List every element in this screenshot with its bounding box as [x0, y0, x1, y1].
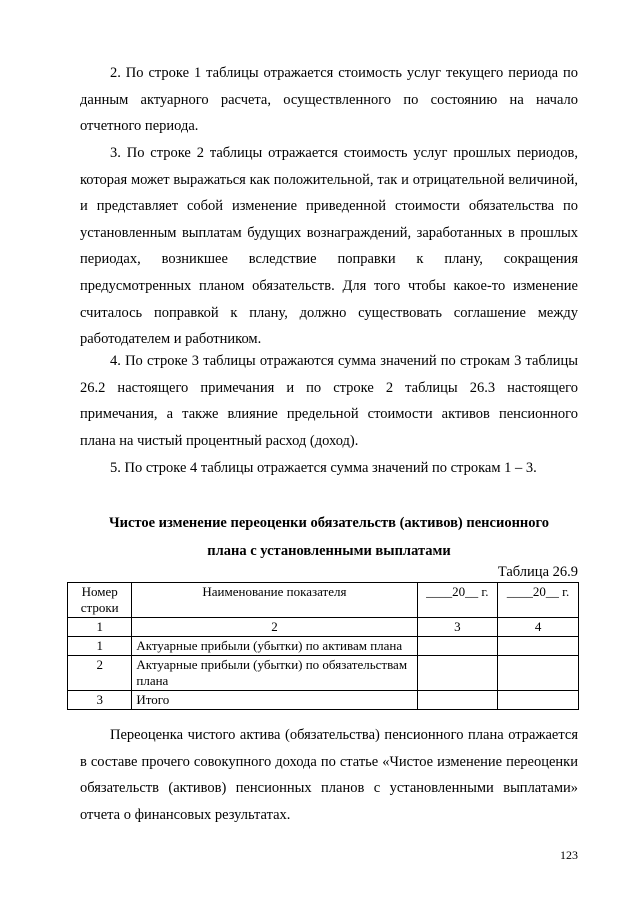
- table-header-row: [68, 583, 579, 618]
- column-number: 4: [498, 618, 579, 637]
- row-value: [417, 691, 498, 710]
- table-caption: Таблица 26.9: [497, 564, 578, 580]
- row-name: Актуарные прибыли (убытки) по активам плана: [132, 637, 417, 656]
- column-number: 1: [68, 618, 132, 637]
- header-year-1: ____20__ г.: [417, 583, 498, 618]
- paragraph-3: 3. По строке 2 таблицы отражается стоимость услуг прошлых периодов, которая может выражаться как положительной, так и отрицательной величиной, и представляет собой изменение приведенной стоимости обязательства по установленным выплатам будущих вознаграждений, заработанных в прошлых периодах, возникшее вследствие поправки к плану, сокращения предусмотренных планом обязательств. Для того чтобы какое-то изменение считалось поправкой к плану, должно существовать соглашение между работодателем и работником.: [80, 145, 578, 348]
- column-number: 2: [132, 618, 417, 637]
- row-value: [417, 637, 498, 656]
- column-number: 3: [417, 618, 498, 637]
- row-value: [498, 656, 579, 691]
- row-number: 3: [68, 691, 132, 710]
- section-heading-line-2: плана с установленными выплатами: [207, 543, 451, 559]
- page-number: 123: [560, 848, 578, 862]
- paragraph-2: 2. По строке 1 таблицы отражается стоимость услуг текущего периода по данным актуарного расчета, осуществленного по состоянию на начало отчетного периода.: [80, 65, 578, 135]
- paragraph-6: Переоценка чистого актива (обязательства) пенсионного плана отражается в составе прочего совокупного дохода по статье «Чистое изменение переоценки обязательств (активов) пенсионных планов с установленными выплатами» отчета о финансовых результатах.: [80, 727, 578, 823]
- paragraph-5: 5. По строке 4 таблицы отражается сумма значений по строкам 1 – 3.: [110, 460, 537, 476]
- header-row-number: Номер строки: [68, 583, 132, 618]
- row-value: [498, 691, 579, 710]
- table-row: [68, 691, 579, 710]
- table-row: [68, 637, 579, 656]
- row-number: 1: [68, 637, 132, 656]
- row-name: Итого: [132, 691, 417, 710]
- row-name: Актуарные прибыли (убытки) по обязательствам плана: [132, 656, 417, 691]
- table-column-numbers-row: [68, 618, 579, 637]
- section-heading-line-1: Чистое изменение переоценки обязательств (активов) пенсионного: [108, 515, 550, 531]
- row-value: [417, 656, 498, 691]
- paragraph-4: 4. По строке 3 таблицы отражаются сумма значений по строкам 3 таблицы 26.2 настоящего примечания и по строке 2 таблицы 26.3 настоящего примечания, а также влияние предельной стоимости активов пенсионного плана на чистый процентный расход (доход).: [80, 353, 578, 449]
- row-number: 2: [68, 656, 132, 691]
- data-table: [67, 582, 579, 710]
- header-year-2: ____20__ г.: [498, 583, 579, 618]
- table-row: [68, 656, 579, 691]
- row-value: [498, 637, 579, 656]
- header-indicator-name: Наименование показателя: [132, 583, 417, 618]
